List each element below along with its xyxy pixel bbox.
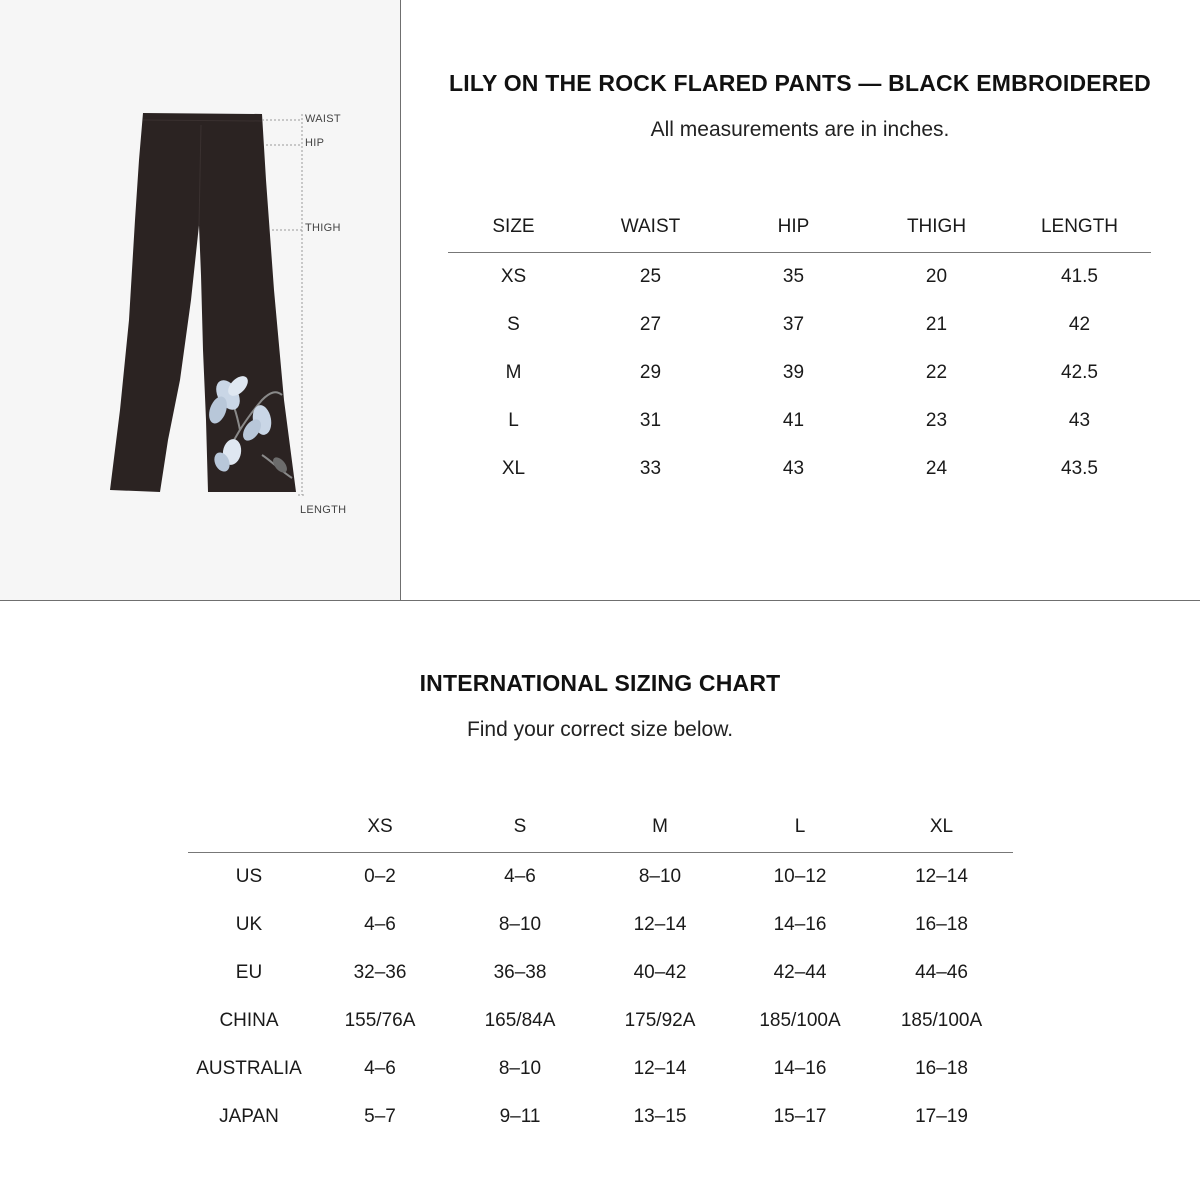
pants-shape [110,113,296,492]
size-cell: 16–18 [915,1058,968,1079]
size-cell: 4–6 [364,914,396,935]
size-cell: XL [501,458,526,479]
thigh-cell: 20 [925,266,948,287]
size-cell: 8–10 [498,1058,542,1079]
length-cell: 43 [1068,410,1091,431]
size-cell: M [505,362,522,383]
thigh-cell: 21 [925,314,948,335]
size-cell: 14–16 [773,1058,827,1079]
size-cell: S [507,314,520,335]
column-header: LENGTH [1040,216,1119,237]
table-row [188,901,1013,949]
column-header: WAIST [620,216,681,237]
waist-cell: 31 [639,410,662,431]
table-row [448,301,1151,349]
hip-cell: 35 [782,266,805,287]
size-cell: 40–42 [633,962,687,983]
size-cell: L [508,410,519,431]
size-cell: 9–11 [499,1106,541,1127]
region-cell: US [235,866,263,887]
length-cell: 42.5 [1061,362,1098,383]
size-cell: XS [500,266,527,287]
size-cell: 14–16 [773,914,827,935]
size-cell: 44–46 [915,962,968,983]
table-row [448,445,1151,493]
column-header: M [652,816,668,837]
waist-cell: 27 [639,314,662,335]
table-row [188,1093,1013,1141]
international-size-table [188,802,1013,1141]
region-cell: AUSTRALIA [196,1058,302,1079]
size-cell: 12–14 [915,866,968,887]
hip-cell: 37 [782,314,805,335]
hip-cell: 43 [782,458,805,479]
column-header: THIGH [906,216,967,237]
waist-cell: 29 [639,362,662,383]
size-cell: 155/76A [344,1010,416,1031]
horizontal-divider [0,600,1200,601]
hip-cell: 39 [782,362,805,383]
thigh-cell: 23 [925,410,948,431]
size-cell: 10–12 [773,866,827,887]
column-header: XS [367,816,393,837]
size-cell: 36–38 [493,962,547,983]
size-cell: 185/100A [900,1010,983,1031]
size-cell: 42–44 [773,962,827,983]
waist-cell: 25 [639,266,662,287]
table-row [188,1045,1013,1093]
region-cell: EU [235,962,263,983]
table-row [188,949,1013,997]
size-cell: 16–18 [915,914,968,935]
table-row [448,253,1151,302]
size-cell: 17–19 [915,1106,968,1127]
size-cell: 12–14 [633,1058,687,1079]
size-cell: 4–6 [504,866,536,887]
thigh-cell: 22 [925,362,948,383]
size-cell: 32–36 [353,962,407,983]
size-cell: 12–14 [633,914,687,935]
hip-cell: 41 [782,410,805,431]
size-cell: 5–7 [364,1106,396,1127]
size-cell: 13–15 [633,1106,687,1127]
length-cell: 42 [1068,314,1091,335]
product-subtitle: All measurements are in inches. [650,118,950,141]
column-header: S [513,816,527,837]
length-cell: 41.5 [1061,266,1098,287]
region-cell: UK [235,914,263,935]
hip-label: HIP [305,137,325,149]
region-cell: CHINA [219,1010,279,1031]
length-cell: 43.5 [1061,458,1098,479]
table-row [448,397,1151,445]
size-cell: 185/100A [759,1010,841,1031]
product-illustration-panel [0,0,400,600]
waist-label: WAIST [305,113,341,125]
product-title: LILY ON THE ROCK FLARED PANTS — BLACK EMBROIDERED [449,70,1151,96]
table-row [188,997,1013,1045]
size-cell: 8–10 [498,914,542,935]
thigh-label: THIGH [305,222,341,234]
size-cell: 15–17 [773,1106,827,1127]
size-cell: 4–6 [364,1058,396,1079]
column-header: SIZE [492,216,535,237]
international-subtitle: Find your correct size below. [466,718,734,741]
thigh-cell: 24 [925,458,948,479]
size-cell: 165/84A [484,1010,556,1031]
size-cell: 175/92A [624,1010,696,1031]
column-header: HIP [777,216,810,237]
product-size-table [448,202,1151,493]
international-title: INTERNATIONAL SIZING CHART [419,670,781,696]
column-header [188,802,310,853]
column-header: L [794,816,806,837]
waist-cell: 33 [639,458,662,479]
size-cell: 8–10 [638,866,682,887]
region-cell: JAPAN [219,1106,279,1127]
table-header-row [448,202,1151,253]
column-header: XL [929,816,954,837]
size-cell: 0–2 [364,866,396,887]
table-row [188,853,1013,902]
length-label: LENGTH [300,504,347,516]
table-row [448,349,1151,397]
table-header-row [188,802,1013,853]
